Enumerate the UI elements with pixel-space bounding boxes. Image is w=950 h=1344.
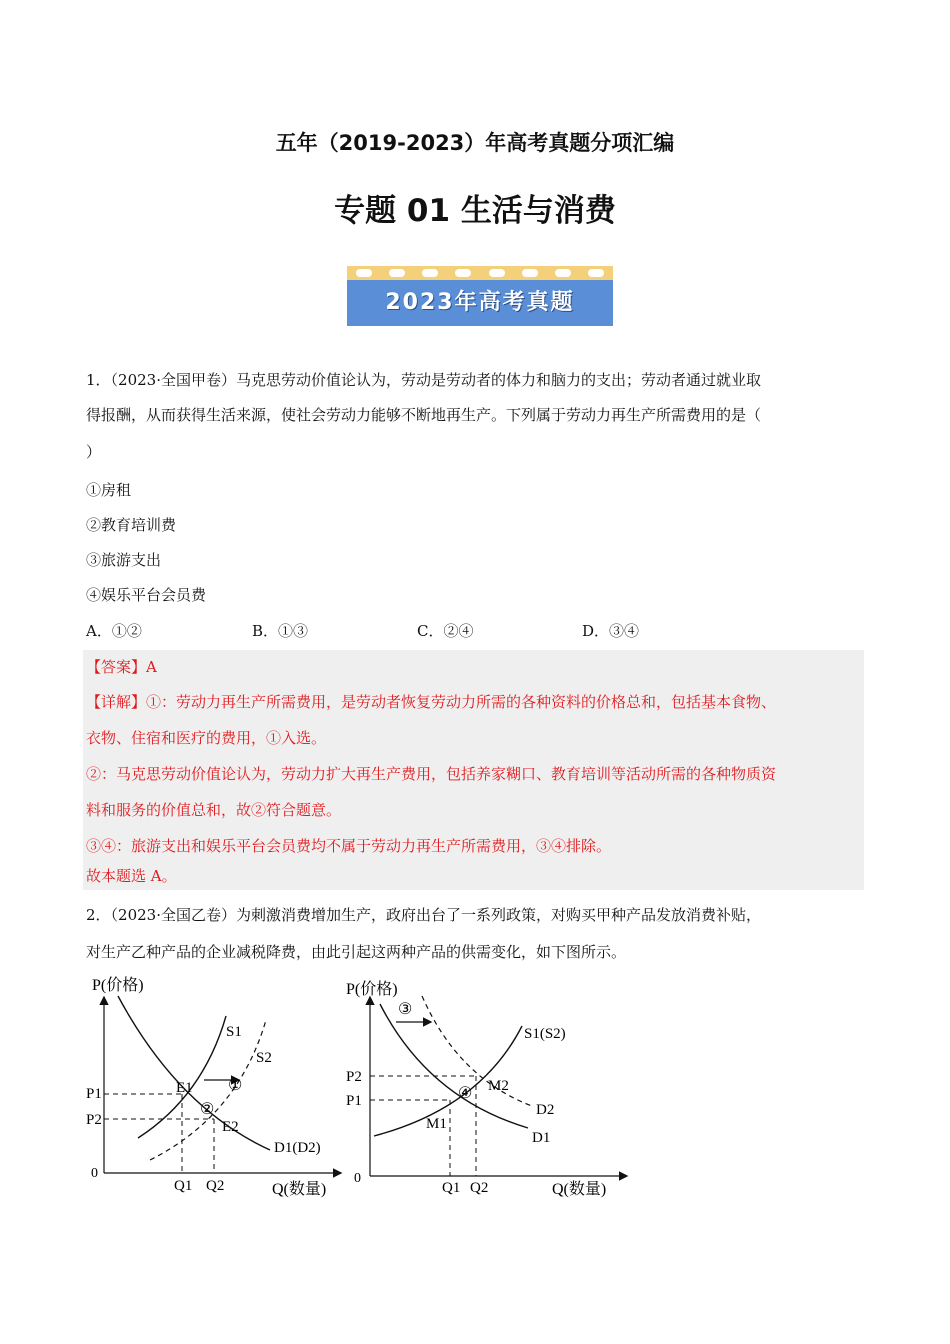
topic-title: 专题 01 生活与消费: [334, 193, 616, 229]
demand-curve-d1: [118, 996, 270, 1150]
curve-label-s2: S2: [256, 1050, 272, 1066]
detail-line: ③④：旅游支出和娱乐平台会员费均不属于劳动力再生产所需费用，③④排除。: [86, 837, 612, 855]
option-a: A．①②: [86, 622, 142, 640]
point-label-e2: E2: [222, 1119, 239, 1135]
tick-p1: P1: [86, 1086, 102, 1102]
y-axis-label: P(价格): [92, 977, 144, 994]
chart-1: [78, 968, 358, 1208]
annotation-1: ①: [228, 1077, 243, 1094]
section-banner: [347, 266, 613, 326]
curve-label-d1: D1: [532, 1130, 551, 1146]
point-label-m2: M2: [488, 1078, 509, 1094]
origin-label: 0: [91, 1166, 98, 1181]
tick-q1: Q1: [442, 1180, 461, 1196]
option-d: D．③④: [582, 622, 640, 640]
curve-label-s1: S1: [226, 1024, 242, 1040]
point-label-m1: M1: [426, 1116, 447, 1132]
option-c: C．②④: [417, 622, 474, 640]
collection-title: 五年（2019-2023）年高考真题分项汇编: [275, 131, 675, 155]
curve-label-s1s2: S1(S2): [524, 1026, 566, 1042]
detail-line: 衣物、住宿和医疗的费用，①入选。: [86, 729, 327, 747]
q2-stem-line1: 2．（2023·全国乙卷）为刺激消费增加生产，政府出台了一系列政策，对购买甲种产品发放消费补贴，: [86, 906, 761, 924]
q1-stem-line3: ）: [86, 443, 102, 461]
q1-item: ②教育培训费: [86, 516, 177, 534]
annotation-4: ④: [458, 1085, 473, 1102]
q1-item: ③旅游支出: [86, 551, 162, 569]
detail-line: 【详解】①：劳动力再生产所需费用，是劳动者恢复劳动力所需的各种资料的价格总和，包括基本食物、: [86, 693, 777, 711]
supply-curve-s1: [138, 1016, 226, 1138]
detail-line: ②：马克思劳动价值论认为，劳动力扩大再生产费用，包括养家糊口、教育培训等活动所需的各种物质资: [86, 765, 777, 783]
annotation-2: ②: [200, 1101, 215, 1118]
q1-item: ④娱乐平台会员费: [86, 586, 207, 604]
q1-stem-line1: 1．（2023·全国甲卷）马克思劳动价值论认为，劳动是劳动者的体力和脑力的支出；劳动者通过就业取: [86, 371, 761, 389]
answer-label: 【答案】A: [86, 658, 157, 676]
curve-label-d1d2: D1(D2): [274, 1140, 321, 1156]
demand-curve-d2: [422, 996, 532, 1106]
annotation-3: ③: [398, 1001, 413, 1018]
tick-p2: P2: [86, 1112, 102, 1128]
curve-label-d2: D2: [536, 1102, 555, 1118]
q2-stem-line2: 对生产乙种产品的企业减税降费，由此引起这两种产品的供需变化，如下图所示。: [86, 943, 627, 961]
detail-line: 故本题选 A。: [86, 867, 177, 885]
tick-q2: Q2: [470, 1180, 489, 1196]
q1-item: ①房租: [86, 481, 132, 499]
point-label-e1: E1: [176, 1080, 193, 1096]
banner-label: 2023年高考真题: [347, 280, 613, 326]
chart-2: [340, 968, 640, 1208]
x-axis-label: Q(数量): [272, 1181, 327, 1198]
x-axis-label: Q(数量): [552, 1181, 607, 1198]
answer-box: [83, 650, 864, 890]
tick-p2: P2: [346, 1069, 362, 1085]
origin-label: 0: [354, 1171, 361, 1186]
tick-p1: P1: [346, 1093, 362, 1109]
banner-dots: [347, 266, 613, 280]
q1-options: [86, 614, 866, 649]
option-b: B．①③: [252, 622, 309, 640]
detail-line: 料和服务的价值总和，故②符合题意。: [86, 801, 342, 819]
y-axis-label: P(价格): [346, 981, 398, 998]
tick-q2: Q2: [206, 1178, 225, 1194]
q1-stem-line2: 得报酬，从而获得生活来源，使社会劳动力能够不断地再生产。下列属于劳动力再生产所需费用的是（: [86, 406, 762, 424]
tick-q1: Q1: [174, 1178, 193, 1194]
